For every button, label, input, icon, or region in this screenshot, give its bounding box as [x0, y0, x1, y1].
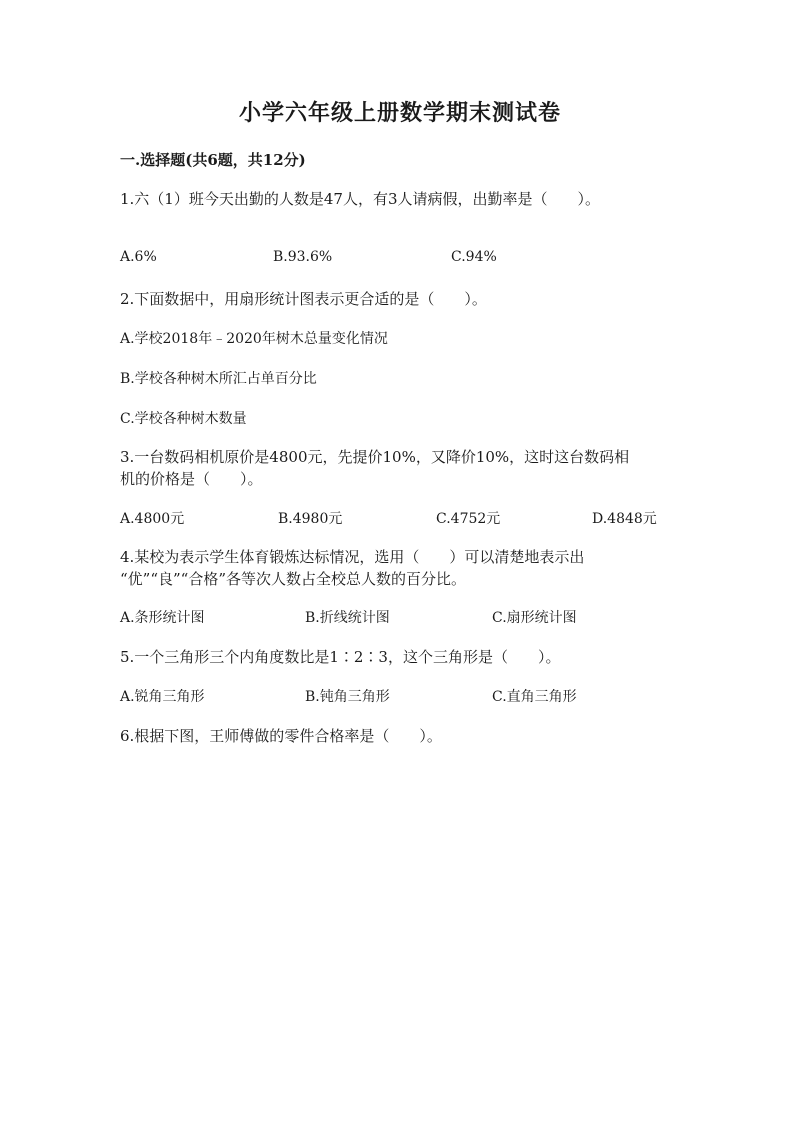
question-3-option-d[interactable]: D.4848元: [592, 511, 657, 527]
question-4-option-c[interactable]: C.扇形统计图: [492, 610, 577, 626]
question-6-text: 6.根据下图，王师傅做的零件合格率是（ ）。: [120, 727, 442, 745]
question-3-text-line-2: 机的价格是（ ）。: [120, 470, 263, 488]
question-3-options: [120, 508, 680, 530]
question-2-text: 2.下面数据中，用扇形统计图表示更合适的是（ ）。: [120, 290, 487, 308]
question-3-option-a[interactable]: A.4800元: [120, 511, 185, 527]
question-5-options: [120, 686, 680, 708]
question-2-option-c[interactable]: C.学校各种树木数量: [120, 411, 247, 427]
question-1-options: [120, 249, 680, 271]
question-2-option-a[interactable]: A.学校2018年﹣2020年树木总量变化情况: [120, 331, 388, 347]
question-3-option-b[interactable]: B.4980元: [278, 511, 343, 527]
question-4-text-line-1: 4.某校为表示学生体育锻炼达标情况，选用（ ）可以清楚地表示出: [120, 548, 585, 566]
question-4-options: [120, 607, 680, 629]
question-3-text-line-1: 3.一台数码相机原价是4800元，先提价10%，又降价10%，这时这台数码相: [120, 448, 630, 466]
section-heading: 一.选择题(共6题，共12分): [120, 151, 306, 169]
question-1-option-a[interactable]: A.6%: [120, 249, 157, 265]
question-1-text: 1.六（1）班今天出勤的人数是47人，有3人请病假，出勤率是（ ）。: [120, 190, 600, 208]
question-2-option-b[interactable]: B.学校各种树木所汇占单百分比: [120, 371, 317, 387]
question-5-text: 5.一个三角形三个内角度数比是1∶2∶3，这个三角形是（ ）。: [120, 648, 561, 666]
question-1-option-c[interactable]: C.94%: [451, 249, 497, 265]
question-4-option-b[interactable]: B.折线统计图: [305, 610, 390, 626]
question-4-option-a[interactable]: A.条形统计图: [120, 610, 205, 626]
question-5-option-c[interactable]: C.直角三角形: [492, 689, 577, 705]
question-3-option-c[interactable]: C.4752元: [436, 511, 501, 527]
question-5-option-a[interactable]: A.锐角三角形: [120, 689, 205, 705]
question-5-option-b[interactable]: B.钝角三角形: [305, 689, 390, 705]
question-4-text-line-2: “优”“良”“合格”各等次人数占全校总人数的百分比。: [120, 570, 467, 588]
page-title: 小学六年级上册数学期末测试卷: [238, 100, 561, 126]
question-1-option-b[interactable]: B.93.6%: [273, 249, 333, 265]
